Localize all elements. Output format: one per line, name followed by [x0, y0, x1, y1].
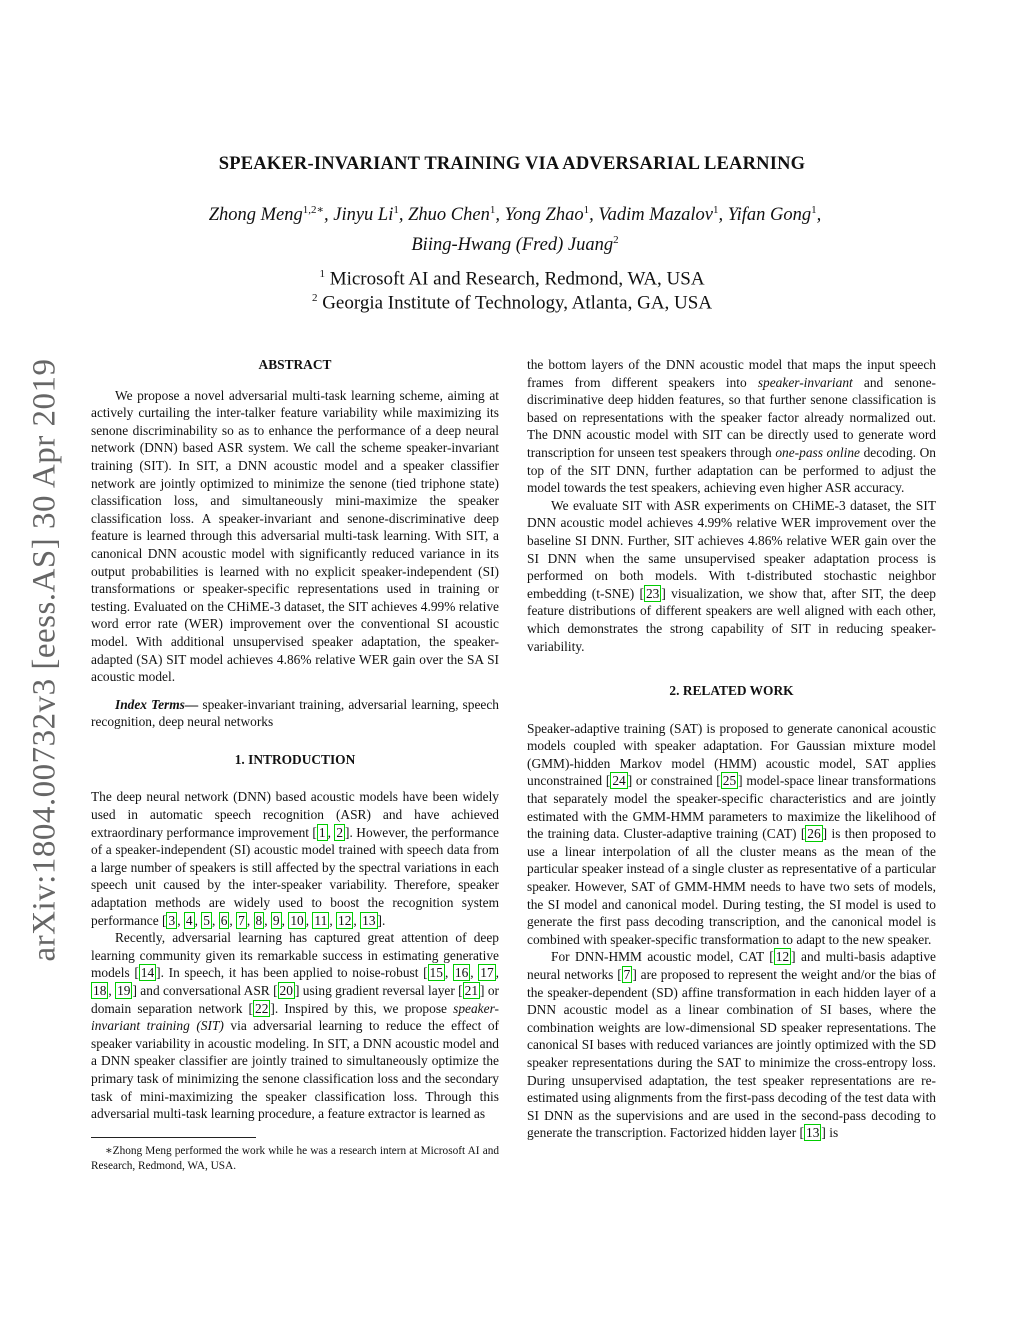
body-text: decoding. On top of the SIT DNN, further adaptation can be performed to adjust the model towards the test speakers, achieving even higher ASR accuracy. — [527, 444, 936, 496]
citation-link[interactable]: 17 — [480, 965, 494, 981]
author-separator: , — [816, 205, 822, 226]
citation-link[interactable]: 12 — [775, 949, 790, 965]
intro-paragraph-3 — [527, 356, 936, 497]
affil-text: Georgia Institute of Technology, Atlanta, GA, USA — [322, 292, 713, 314]
body-text: and senone-discriminative deep hidden features, so that further senone classification is based on representations with the speaker factor already normalized out. The DNN acoustic model with SIT can be directly used to generate word transcription for unseen test speakers through — [527, 374, 936, 460]
body-text: is then proposed to use a linear interpolation of all the cluster means as the mean of the particular speaker instead of a single cluster as representative of a particular speaker. However, SAT of GMM-HMM needs to have two sets of models, the SI model and canonical model. During testing, the SI model is used to generate the first pass decoding transcription, and the canonical model is combined with speaker-specific transformation to adapt to the new speaker. — [527, 826, 936, 947]
affiliation-1 — [0, 268, 1024, 290]
body-text: Speaker-adaptive training (SAT) is proposed to generate canonical acoustic models coupled with speaker adaptation. For Gaussian mixture model (GMM)-hidden Markov model (HMM) acoustic model, SAT applies unconstrained — [527, 720, 936, 789]
citation-link[interactable]: 24 — [612, 773, 626, 789]
intro-text: or domain separation network — [91, 983, 500, 1016]
related-paragraph-1: Speaker-adaptive training (SAT) is proposed to generate canonical acoustic models coupled with speaker adaptation. For Gaussian mixture model (GMM)-hidden Markov model (HMM) acoustic model, SAT applies unconstrained [ 24 ] or constrained [ 25 ] model-space linear transformations that separately model the speaker-specific characteristics and are jointly estimated with the GMM-HMM parameters to maximize the likelihood of the training data. Cluster-adaptive training (CAT) [ 26 ] is then proposed to use a linear interpolation of all the cluster means as the mean of the particular speaker instead of a single cluster as representative of a particular speaker. However, SAT of GMM-HMM needs to have two sets of models, the SI model and canonical model. During testing, the SI model is used to generate the first pass decoding transcription, and the canonical model is combined with speaker-specific transformation to adapt to the new speaker. — [527, 720, 937, 947]
affil-mark: 1 — [319, 268, 325, 280]
author-name: Vadim Mazalov — [598, 205, 713, 226]
left-column — [91, 356, 499, 1174]
affil-text: Microsoft AI and Research, Redmond, WA, USA — [329, 268, 705, 290]
citation-link[interactable]: 19 — [117, 983, 131, 998]
citation-link[interactable]: 13 — [806, 1125, 820, 1141]
citation-link[interactable]: 4 — [185, 912, 193, 928]
author-affil-mark: 1 — [712, 204, 719, 216]
index-terms — [91, 696, 499, 731]
author-separator: , — [324, 205, 334, 226]
citation-link[interactable]: 25 — [722, 773, 737, 789]
citation-link[interactable]: 2 — [336, 824, 344, 840]
intro-text: . In speech, it has been applied to noise-robust — [160, 965, 424, 981]
citation-link[interactable]: 6 — [220, 912, 228, 928]
intro-paragraph-2: Recently, adversarial learning has captured great attention of deep learning community given its remarkable success in estimating generative models [ 14 ]. In speech, it has been applied to noise-robust [ 15 , 16 , 17 , 18 , 19 ] and conversational ASR [ 20 ] using gradient reversal layer [ 21 ] or domain separation network [ 22 ]. Inspired by this, we propose speaker-invariant training (SIT) via adversarial learning to reduce the effect of speaker variability in acoustic modeling. In SIT, a DNN acoustic model and a DNN speaker classifier are jointly trained to simultaneously optimize the primary task of minimizing the senone classification loss and the secondary task of mini-maximizing the speaker classification loss. Through this adversarial multi-task learning procedure, a feature extractor is learned as — [91, 930, 500, 1122]
affiliation-2 — [0, 292, 1024, 314]
citation-link[interactable]: 5 — [203, 912, 210, 928]
body-text: model-space linear transformations that separately model the speaker-specific characteristics and are jointly estimated with the GMM-HMM parameters to maximize the likelihood of the training data. Cluster-adaptive training (CAT) — [527, 773, 937, 842]
citation-link[interactable]: 7 — [238, 912, 245, 928]
intro-paragraph-1 — [91, 788, 499, 929]
intro-text: and conversational ASR — [136, 983, 274, 998]
index-terms-label: Index Terms— — [115, 696, 199, 712]
intro-text: The deep neural network (DNN) based acoustic models have been widely used in automatic speech recognition (ASR) and have achieved extraordinary performance improvement — [91, 789, 499, 840]
citation-link[interactable]: 13 — [362, 912, 376, 928]
index-terms-text: speaker-invariant training, adversarial learning, speech recognition, deep neural networks — [91, 696, 499, 730]
affil-mark: 2 — [311, 292, 318, 304]
author-separator: , — [589, 205, 599, 226]
citation-link[interactable]: 22 — [255, 1000, 269, 1016]
body-text: are proposed to represent the weight and/or the bias of the speaker-dependent (SD) affine transformation in each hidden layer of a DNN acoustic model as a linear combination of SI bases, where the combination weights are low-dimensional SD speaker representations. The canonical SI bases with reduced variances are jointly optimized with the SD speaker representations during the SAT to minimize the cross-entropy loss. During unsupervised adaptation, the test speaker representations are re-estimated using alignments from the first-pass decoding of the test data with SI DNN as the supervisions and are used in the second-pass decoding to generate the transcription. Factorized hidden layer — [527, 967, 936, 1141]
citation-link[interactable]: 21 — [464, 983, 479, 998]
citation-link[interactable]: 26 — [807, 826, 821, 842]
author-line-2 — [100, 228, 930, 258]
citation-link[interactable]: 15 — [429, 965, 443, 981]
citation-link[interactable]: 12 — [338, 912, 352, 928]
intro-text: . Inspired by this, we propose — [274, 1000, 454, 1016]
author-separator: , — [718, 205, 728, 226]
citation-group: [ 1 , 2 ] — [312, 824, 350, 840]
author-affil-mark: 2 — [613, 234, 619, 247]
citation-link[interactable]: 9 — [272, 912, 280, 928]
footnote-divider — [91, 1137, 256, 1138]
intro-heading: 1. INTRODUCTION — [234, 751, 356, 767]
right-column — [527, 356, 936, 1142]
abstract-text: We propose a novel adversarial multi-task learning scheme, aiming at actively curtailing the inter-talker feature variability while maximizing its senone discriminability so as to enhance the performance of a deep neural network (DNN) based ASR system. We call the scheme speaker-invariant training (SIT). In SIT, a DNN acoustic model and a speaker classifier network are jointly optimized to minimize the senone (tied triphone state) classification loss, and simultaneously mini-maximize the speaker classification loss. A speaker-invariant and senone-discriminative deep feature is learned through this adversarial multi-task learning. With SIT, a canonical DNN acoustic model with significantly reduced variance in its output probabilities is learned with no explicit speaker-independent (SI) transformations or speaker-specific representations used in training or testing. Evaluated on the CHiME-3 dataset, the SIT achieves 4.99% relative word error rate (WER) improvement over the conventional SI acoustic model. With additional unsupervised speaker adaptation, the speaker-adapted (SA) SIT model achieves 4.86% relative WER gain over the SA SI acoustic model. — [91, 387, 499, 685]
arxiv-stamp: arXiv:1804.00732v3 [eess.AS] 30 Apr 2019 — [26, 358, 63, 962]
author-line-1 — [100, 198, 930, 228]
body-text: visualization, we show that, after SIT, the deep feature distributions of different speakers are well aligned with each other, which demonstrates the strong capability of SIT in reducing speaker-variability. — [527, 585, 936, 654]
author-affil-mark: 1 — [583, 204, 590, 216]
emphasis-text: one-pass online — [775, 444, 861, 460]
author-separator: , — [398, 205, 409, 226]
intro-text: . However, the performance of a speaker-independent (SI) acoustic model trained with speech data from a large number of speakers is still affected by the spectral variations in each speech unit caused by the inter-speaker variability. Therefore, speaker adaptation methods are widely used to boost the recognition system performance — [91, 824, 499, 928]
intro-text: Recently, adversarial learning has captured great attention of deep learning community given its remarkable success in estimating generative models — [91, 930, 499, 981]
author-name: Biing-Hwang (Fred) Juang — [411, 235, 614, 256]
body-text: is — [825, 1125, 839, 1141]
citation-link[interactable]: 7 — [623, 967, 631, 982]
citation-link[interactable]: 3 — [168, 912, 176, 928]
emphasis-text: speaker-invariant — [757, 374, 853, 390]
author-separator: , — [495, 205, 505, 226]
citation-group: [ 15 , 16 , 17 , 18 , 19 ] — [93, 965, 500, 998]
citation-link[interactable]: 8 — [255, 912, 263, 928]
citation-link[interactable]: 20 — [279, 983, 293, 998]
author-affil-mark: 1 — [393, 204, 399, 216]
abstract-heading: ABSTRACT — [258, 357, 332, 372]
author-name: Jinyu Li — [333, 205, 394, 226]
citation-link[interactable]: 10 — [290, 912, 304, 928]
related-paragraph-2: For DNN-HMM acoustic model, CAT [ 12 ] and multi-basis adaptive neural networks [ 7 ] are proposed to represent the weight and/or the bias of the speaker-dependent (SD) affine transformation in each hidden layer of a DNN acoustic model as a linear combination of SI bases, where the combination weights are low-dimensional SD speaker representations. The canonical SI bases with reduced variances are jointly optimized with the SD speaker representations during the SAT to minimize the cross-entropy loss. During unsupervised adaptation, the test speaker representations are re-estimated using alignments from the first-pass decoding of the test data with SI DNN as the supervisions and are used in the second-pass decoding to generate the transcription. Factorized hidden layer [ 13 ] is — [527, 949, 936, 1141]
related-work-heading: 2. RELATED WORK — [669, 683, 794, 699]
body-text: For DNN-HMM acoustic model, CAT — [551, 949, 770, 965]
body-text: the bottom layers of the DNN acoustic model that maps the input speech frames from different speakers into — [527, 357, 936, 390]
body-text: and multi-basis adaptive neural networks — [527, 949, 936, 982]
author-name: Zhong Meng — [208, 205, 303, 226]
footnote: ∗Zhong Meng performed the work while he was a research intern at Microsoft AI and Research, Redmond, WA, USA. — [91, 1144, 499, 1172]
author-name: Yong Zhao — [504, 205, 584, 226]
intro-text: using gradient reversal layer — [299, 983, 459, 998]
intro-text: via adversarial learning to reduce the effect of speaker variability in acoustic modeling. In SIT, a DNN acoustic model and a DNN speaker classifier are jointly trained to simultaneously optimize the primary task of minimizing the senone classification loss and the secondary task of mini-maximizing the speaker classification loss. Through this adversarial multi-task learning procedure, a feature extractor is learned as — [91, 1018, 499, 1122]
body-text: or constrained — [632, 773, 717, 789]
citation-link[interactable]: 11 — [314, 912, 328, 928]
body-text: We evaluate SIT with ASR experiments on CHiME-3 dataset, the SIT DNN acoustic model achieves 4.99% relative WER improvement over the baseline SI DNN. Further, SIT achieves 4.86% relative WER gain over the SI DNN when the same unsupervised speaker adaptation process is performed on both models. With t-distributed stochastic neighbor embedding (t-SNE) — [527, 497, 936, 601]
author-name: Yifan Gong — [727, 205, 812, 226]
author-name: Zhuo Chen — [408, 205, 490, 226]
author-affil-mark: 1,2∗ — [302, 204, 324, 216]
citation-link[interactable]: 23 — [645, 585, 660, 601]
author-affil-mark: 1 — [811, 204, 817, 216]
author-list — [100, 198, 930, 258]
intro-paragraph-4: We evaluate SIT with ASR experiments on CHiME-3 dataset, the SIT DNN acoustic model achieves 4.99% relative WER improvement over the baseline SI DNN. Further, SIT achieves 4.86% relative WER gain over the SI DNN when the same unsupervised speaker adaptation process is performed on both models. With t-distributed stochastic neighbor embedding (t-SNE) [ 23 ] visualization, we show that, after SIT, the deep feature distributions of different speakers are well aligned with each other, which demonstrates the strong capability of SIT in reducing speaker-variability. — [527, 497, 936, 654]
citation-link[interactable]: 16 — [454, 965, 469, 981]
citation-link[interactable]: 14 — [140, 965, 155, 981]
citation-link[interactable]: 18 — [93, 983, 107, 998]
emphasis-text: speaker-invariant training (SIT) — [91, 1000, 499, 1034]
author-affil-mark: 1 — [489, 204, 496, 216]
intro-text: . — [381, 912, 386, 928]
citation-link[interactable]: 1 — [318, 824, 326, 840]
paper-title: SPEAKER-INVARIANT TRAINING VIA ADVERSARIAL LEARNING — [218, 154, 806, 174]
citation-group: [ 3 , 4 , 5 , 6 , 7 , 8 , 9 , 10 , 11 , 12 , 13 ] — [162, 912, 382, 928]
